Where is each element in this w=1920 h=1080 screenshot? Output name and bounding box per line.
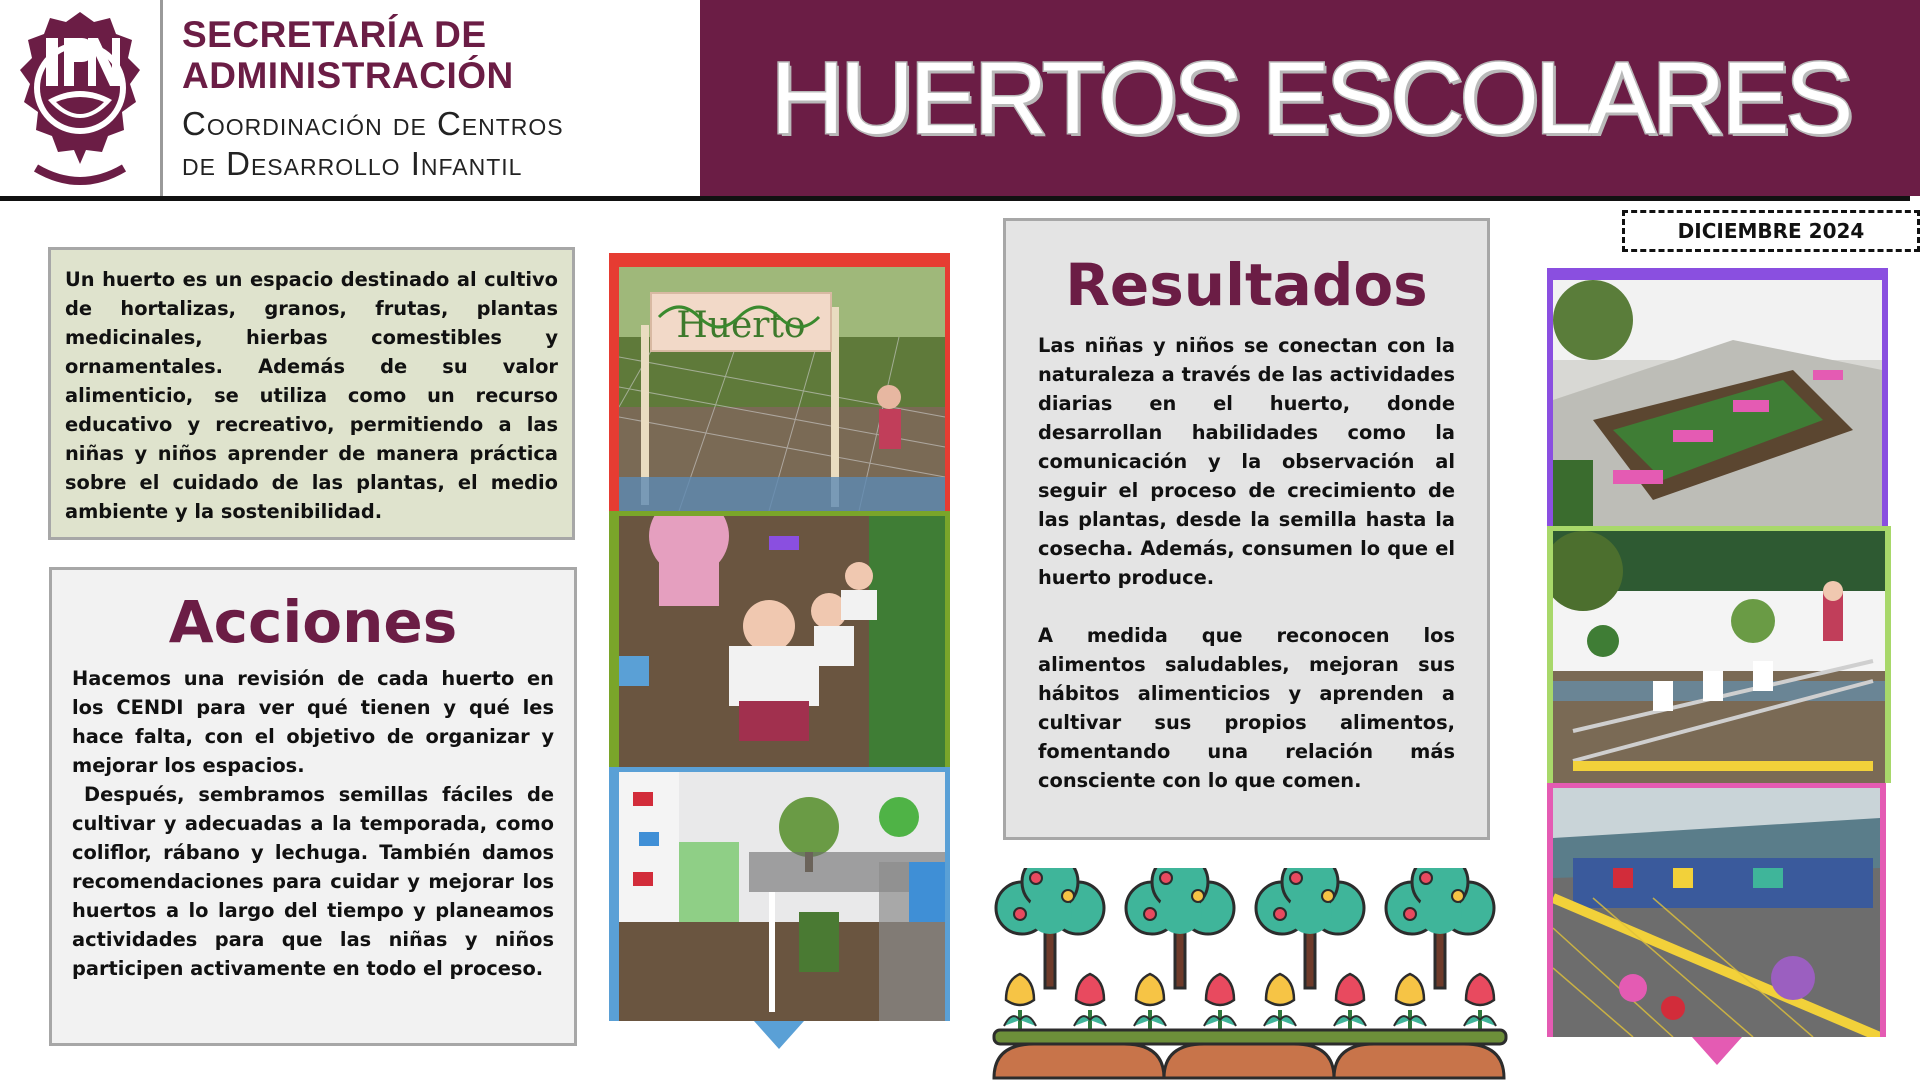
intro-panel — [48, 247, 575, 540]
garden-trees-illustration — [990, 868, 1510, 1080]
date-badge: DICIEMBRE 2024 — [1622, 210, 1920, 252]
resultados-panel — [1003, 218, 1490, 840]
photo-children-planting — [609, 511, 950, 767]
header-left — [0, 0, 700, 196]
acciones-paragraph-2: Después, sembramos semillas fáciles de cultivar y adecuadas a la temporada, como coliflor, rábano y lechuga. También damos recomendaciones para cuidar y mejorar los huertos a lo largo del tiempo y planeamos actividades para que las niñas y niños participen activamente en todo el proceso. — [72, 783, 554, 980]
resultados-title: Resultados — [1065, 251, 1428, 319]
photo-school-garden — [1547, 526, 1891, 783]
ipn-seal-logo — [16, 8, 144, 188]
header-divider — [160, 0, 163, 196]
photo-garden-bed — [609, 767, 950, 1021]
resultados-paragraph-1: Las niñas y niños se conectan con la naturaleza a través de las actividades diarias en el huerto, donde desarrollan habilidades como la comunicación y la observación al seguir el proceso de crecimiento de las plantas, desde la semilla hasta la cosecha. Además, consumen lo que el huerto produce. — [1038, 334, 1455, 589]
acciones-title: Acciones — [168, 588, 458, 656]
arrow-down-pink — [1692, 1037, 1742, 1065]
header-rule — [0, 196, 1910, 201]
acciones-paragraph-1: Hacemos una revisión de cada huerto en los CENDI para ver qué tienen y qué les hace falta, con el objetivo de organizar y mejorar los espacios. — [72, 667, 554, 777]
photo-fenced-garden — [1547, 783, 1886, 1037]
resultados-paragraph-2: A medida que reconocen los alimentos saludables, mejoran sus hábitos alimenticios y aprenden a cultivar sus propios alimentos, fomentando una relación más consciente con lo que comen. — [1038, 624, 1455, 792]
page-title: HUERTOS ESCOLARES — [770, 40, 1850, 155]
sub-line-2: de Desarrollo Infantil — [182, 145, 523, 182]
organization-subtitle — [182, 104, 564, 184]
org-line-2: ADMINISTRACIÓN — [182, 55, 514, 96]
acciones-panel — [49, 567, 577, 1046]
photo-raised-beds — [1547, 268, 1888, 526]
intro-text: Un huerto es un espacio destinado al cultivo de hortalizas, granos, frutas, plantas medicinales, hierbas comestibles y ornamentales. Además de su valor alimenticio, se utiliza como un recurso educativo y recreativo, permitiendo a las niñas y niños aprender de manera práctica sobre el cuidado de las plantas, el medio ambiente y la sostenibilidad. — [65, 268, 558, 523]
organization-name — [182, 14, 514, 96]
huerto-sign-text: Huerto — [676, 305, 806, 346]
org-line-1: SECRETARÍA DE — [182, 14, 487, 55]
arrow-down-blue — [754, 1021, 804, 1049]
sub-line-1: Coordinación de Centros — [182, 105, 564, 142]
header-title-band — [700, 0, 1920, 196]
photo-huerto-sign — [609, 253, 950, 511]
